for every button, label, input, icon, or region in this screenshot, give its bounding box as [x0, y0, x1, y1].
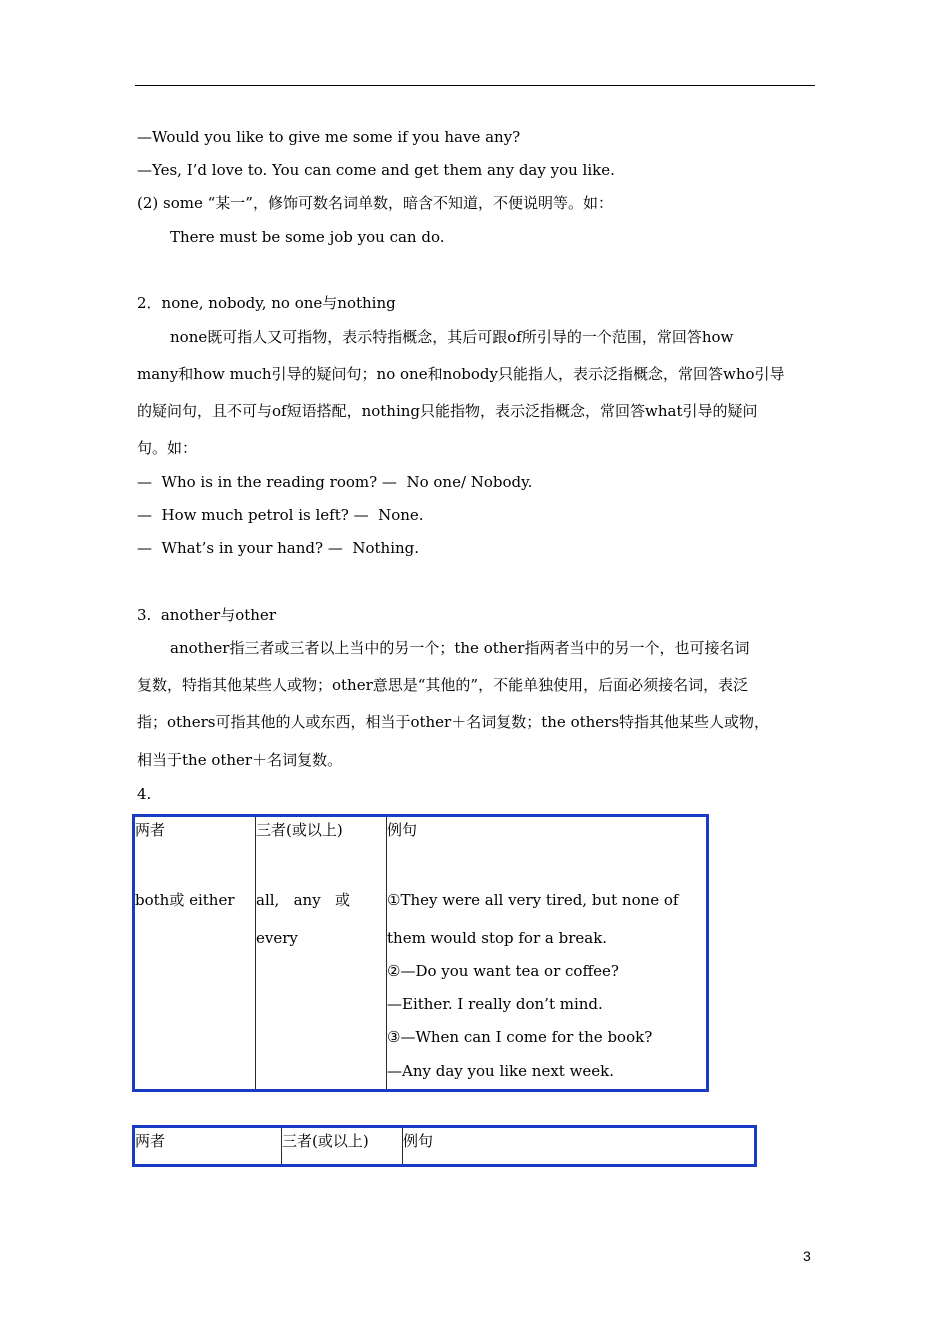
table-1-divider-2 [386, 817, 387, 1089]
comparison-table-2 [132, 1125, 757, 1167]
page-number: 3 [803, 1248, 811, 1264]
section-3-heading: 3. another与other [137, 606, 276, 624]
table-1-example-line-4: —Either. I really don’t mind. [387, 995, 603, 1013]
section-3-para-line-2: 复数，特指其他某些人或物；other意思是“其他的”，不能单独使用，后面必须接名词，表泛 [137, 676, 749, 694]
section-4-heading: 4. [137, 785, 152, 803]
table-1-example-line-3: ②—Do you want tea or coffee? [387, 962, 619, 980]
section-2-heading: 2．none, nobody, no one与nothing [137, 294, 396, 312]
table-1-divider-1 [255, 817, 256, 1089]
section-2-example-3: — What’s in your hand? — Nothing. [137, 539, 420, 557]
table-1-header-three: 三者(或以上) [256, 821, 343, 839]
section-2-para-line-3: 的疑问句，且不可与of短语搭配，nothing只能指物，表示泛指概念，常回答what引导的疑问 [137, 402, 758, 420]
table-1-example-line-1: ①They were all very tired, but none of [387, 891, 679, 909]
header-rule [135, 85, 815, 86]
table-1-header-two: 两者 [135, 821, 166, 839]
comparison-table-1 [132, 814, 709, 1092]
section-2-para-line-4: 句。如： [137, 439, 198, 457]
table-2-header-two: 两者 [135, 1132, 166, 1150]
table-1-example-line-6: —Any day you like next week. [387, 1062, 615, 1080]
section-3-para-line-4: 相当于the other＋名词复数。 [137, 751, 343, 769]
section-3-para-line-3: 指；others可指其他的人或东西，相当于other＋名词复数；the others特指其他某些人或物， [137, 713, 770, 731]
table-2-header-example: 例句 [403, 1132, 434, 1150]
table-1-header-example: 例句 [387, 821, 418, 839]
table-2-header-three: 三者(或以上) [282, 1132, 369, 1150]
table-1-col2-line-1: all, any 或 [256, 891, 350, 909]
section-3-para-line-1: another指三者或三者以上当中的另一个；the other指两者当中的另一个，也可接名词 [170, 639, 750, 657]
table-1-example-line-5: ③—When can I come for the book? [387, 1028, 653, 1046]
section-2-para-line-1: none既可指人又可指物，表示特指概念，其后可跟of所引导的一个范围，常回答how [170, 328, 734, 346]
dialogue-line-2: —Yes, I’d love to. You can come and get them any day you like. [137, 161, 615, 179]
table-1-example-line-2: them would stop for a break. [387, 929, 608, 947]
example-sentence: There must be some job you can do. [170, 228, 445, 246]
section-2-para-line-2: many和how much引导的疑问句；no one和nobody只能指人，表示泛指概念，常回答who引导 [137, 365, 785, 383]
item-2-some: (2) some “某一”，修饰可数名词单数，暗含不知道，不便说明等。如： [137, 194, 613, 212]
table-1-col1-value: both或 either [135, 891, 235, 909]
section-2-example-2: — How much petrol is left? — None. [137, 506, 424, 524]
section-2-example-1: — Who is in the reading room? — No one/ Nobody. [137, 473, 533, 491]
table-1-col2-line-2: every [256, 929, 298, 947]
dialogue-line-1: —Would you like to give me some if you have any? [137, 128, 521, 146]
